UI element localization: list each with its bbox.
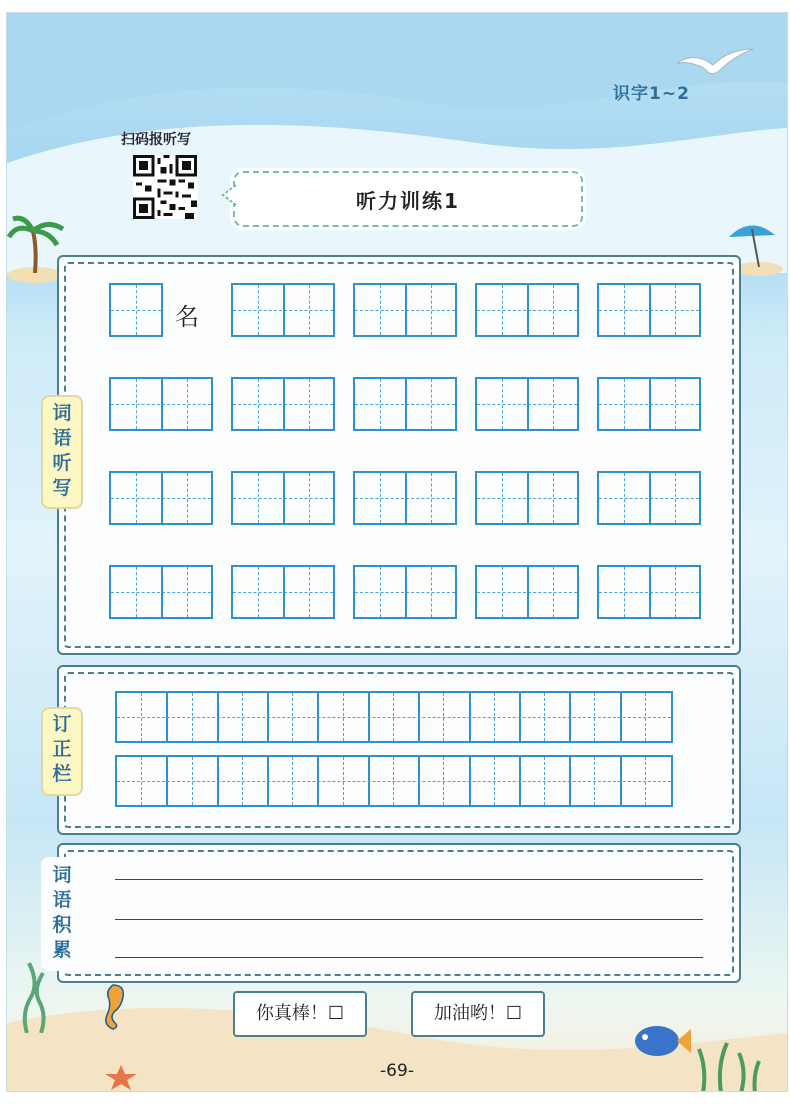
word-box[interactable] [109, 377, 213, 431]
correction-tab [41, 707, 83, 796]
word-box[interactable] [597, 471, 701, 525]
word-box[interactable] [109, 471, 213, 525]
lesson-tag: 识字1~2 [613, 84, 690, 104]
word-box[interactable] [353, 283, 457, 337]
dictation-tab [41, 395, 83, 509]
tab-char: 听 [52, 452, 72, 474]
correction-row-1[interactable] [115, 691, 673, 743]
qr-label: 扫码报听写 [121, 132, 191, 148]
keep-going-checkbox[interactable]: 加油哟！☐ [411, 991, 545, 1037]
correction-row-2[interactable] [115, 755, 673, 807]
writing-line[interactable] [115, 957, 703, 958]
word-box[interactable] [109, 565, 213, 619]
page-number: -69- [380, 1061, 414, 1081]
tab-char: 词 [52, 864, 72, 886]
accumulation-tab [41, 857, 83, 971]
writing-line[interactable] [115, 919, 703, 920]
tab-char: 栏 [52, 763, 72, 785]
tab-char: 积 [52, 914, 72, 936]
word-box[interactable] [475, 471, 579, 525]
word-box[interactable] [231, 377, 335, 431]
accumulation-panel [57, 843, 741, 983]
word-box[interactable] [475, 377, 579, 431]
page-title: 听力训练1 [356, 189, 460, 213]
writing-line[interactable] [115, 879, 703, 880]
tab-char: 订 [52, 713, 72, 735]
tab-char: 累 [52, 939, 72, 961]
word-box[interactable] [597, 565, 701, 619]
seagull-icon [675, 43, 755, 83]
word-box[interactable] [231, 283, 335, 337]
tab-char: 语 [52, 889, 72, 911]
tab-char: 语 [52, 427, 72, 449]
qr-code-icon[interactable] [133, 155, 197, 219]
word-box[interactable] [597, 283, 701, 337]
word-box[interactable] [597, 377, 701, 431]
tab-char: 正 [52, 738, 72, 760]
tab-char: 词 [52, 402, 72, 424]
word-box[interactable] [353, 471, 457, 525]
seahorse-icon [95, 981, 135, 1031]
title-bubble [233, 171, 583, 227]
workbook-page [6, 12, 788, 1092]
word-box[interactable] [231, 471, 335, 525]
word-box[interactable] [353, 565, 457, 619]
great-job-checkbox[interactable]: 你真棒！☐ [233, 991, 367, 1037]
fish-icon [631, 1021, 691, 1061]
word-box[interactable] [475, 565, 579, 619]
tab-char: 写 [52, 477, 72, 499]
word-box[interactable] [353, 377, 457, 431]
word-box[interactable] [475, 283, 579, 337]
char-box[interactable] [109, 283, 163, 337]
given-character: 名 [175, 303, 199, 331]
word-box[interactable] [231, 565, 335, 619]
